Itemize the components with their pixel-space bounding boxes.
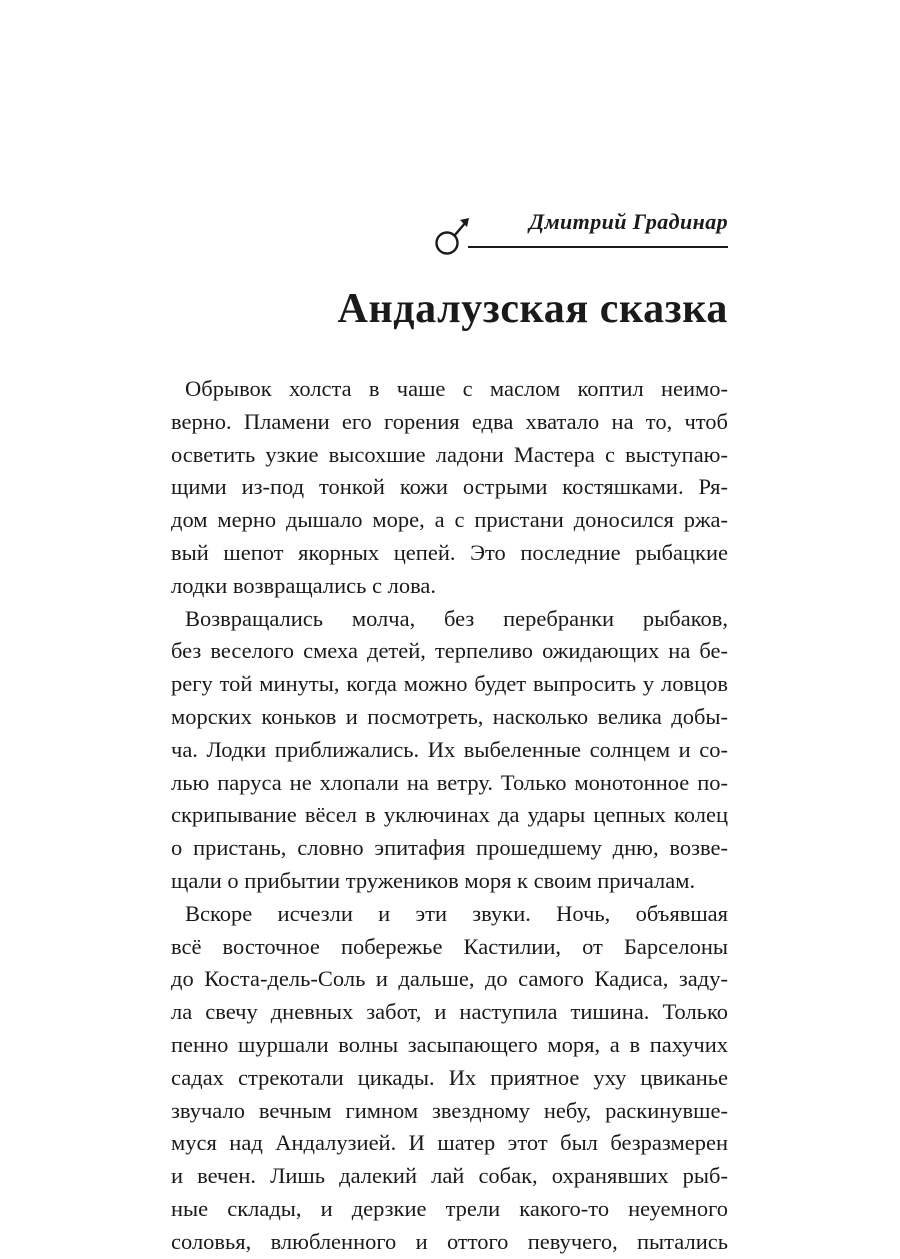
paragraph-line: звучало вечным гимном звездному небу, раскинувше- bbox=[171, 1097, 728, 1123]
paragraph-line: всё восточное побережье Кастилии, от Барселоны bbox=[171, 933, 728, 959]
paragraph-line: до Коста-дель-Соль и дальше, до самого Кадиса, заду- bbox=[171, 966, 728, 992]
paragraph-line: дом мерно дышало море, а с пристани доносился ржа- bbox=[171, 507, 728, 533]
paragraph-line: регу той минуты, когда можно будет выпросить у ловцов bbox=[171, 671, 728, 697]
paragraph-line: вый шепот якорных цепей. Это последние рыбацкие bbox=[171, 539, 728, 565]
paragraph-line: ные склады, и дерзкие трели какого-то неуемного bbox=[171, 1195, 728, 1221]
paragraph-line: Вскоре исчезли и эти звуки. Ночь, объявшая bbox=[185, 900, 728, 926]
author-name: Дмитрий Градинар bbox=[529, 209, 728, 234]
paragraph-line: Обрывок холста в чаше с маслом коптил неимо- bbox=[185, 376, 728, 401]
paragraph-line: морских коньков и посмотреть, насколько велика добы- bbox=[171, 703, 728, 729]
paragraph-line: муся над Андалузией. И шатер этот был безразмерен bbox=[171, 1130, 728, 1156]
male-symbol-icon bbox=[432, 205, 472, 259]
paragraph-line: скрипывание вёсел в уключинах да удары цепных колец bbox=[171, 802, 728, 828]
story-body bbox=[171, 373, 728, 1259]
paragraph-line: верно. Пламени его горения едва хватало на то, чтоб bbox=[171, 408, 728, 434]
author-header bbox=[432, 205, 728, 261]
paragraph-line: соловья, влюбленного и оттого певучего, пытались bbox=[171, 1228, 728, 1254]
header-rule bbox=[468, 246, 728, 248]
paragraph-line: Возвращались молча, без перебранки рыбаков, bbox=[185, 605, 728, 631]
paragraph-line: лью паруса не хлопали на ветру. Только монотонное по- bbox=[171, 769, 728, 795]
paragraph-line: щали о прибытии тружеников моря к своим причалам. bbox=[171, 867, 696, 893]
paragraph-line: осветить узкие высохшие ладони Мастера с выступаю- bbox=[171, 441, 728, 467]
paragraph-line: о пристань, словно эпитафия прошедшему дню, возве- bbox=[171, 835, 728, 861]
paragraph-line: пенно шуршали волны засыпающего моря, а в пахучих bbox=[171, 1031, 728, 1057]
paragraph-line: без веселого смеха детей, терпеливо ожидающих на бе- bbox=[171, 638, 728, 664]
paragraph-line: ча. Лодки приближались. Их выбеленные солнцем и со- bbox=[171, 736, 728, 762]
paragraph-line: лодки возвращались с лова. bbox=[171, 572, 437, 598]
paragraph-line: щими из-под тонкой кожи острыми костяшками. Ря- bbox=[171, 474, 728, 500]
paragraph-line: ла свечу дневных забот, и наступила тишина. Только bbox=[171, 999, 728, 1025]
paragraph-line: садах стрекотали цикады. Их приятное уху цвиканье bbox=[171, 1064, 728, 1090]
story-title: Андалузская сказка bbox=[337, 286, 728, 332]
paragraph-line: и вечен. Лишь далекий лай собак, охранявших рыб- bbox=[171, 1163, 728, 1189]
